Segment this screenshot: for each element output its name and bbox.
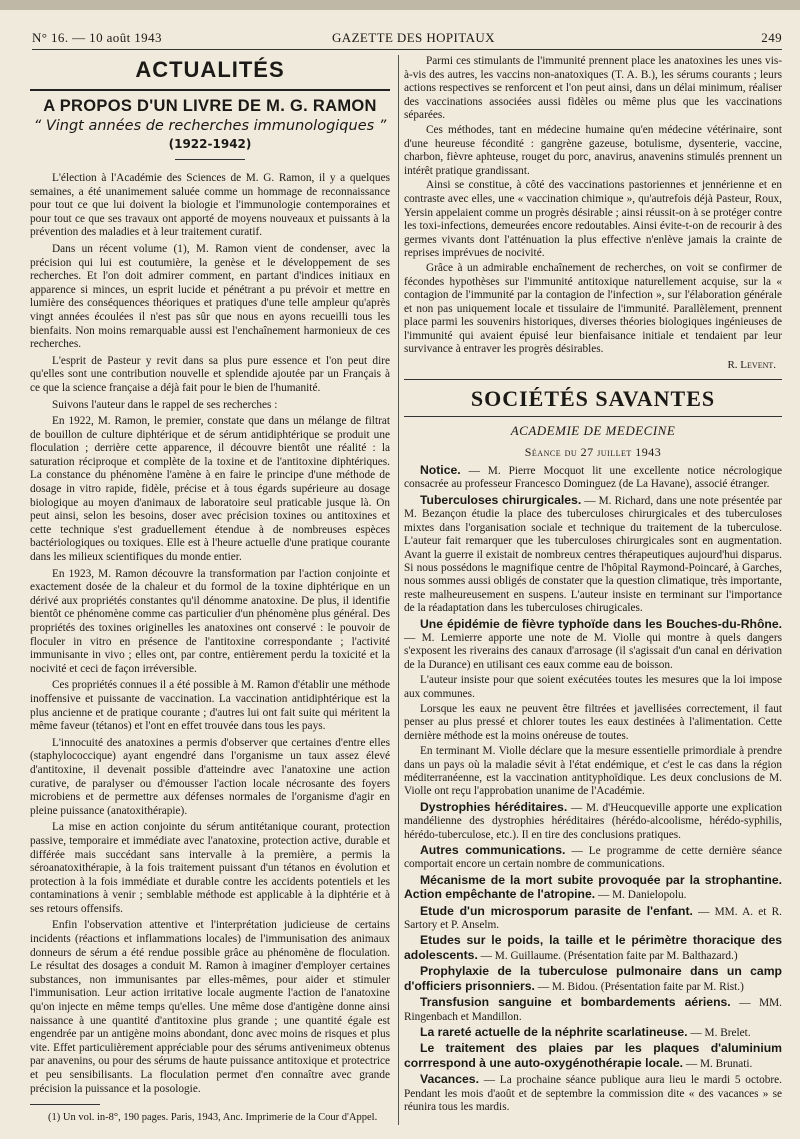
entry-text: — M. Brelet.	[687, 1026, 751, 1039]
communications-list	[404, 464, 782, 1114]
entry-text: — La prochaine séance publique aura lieu le mardi 5 octobre. Pendant les mois d'août et de septembre la commission dite « des vacances » se réunira tous les mardis.	[404, 1074, 782, 1113]
entry-heading: Autres communications.	[420, 843, 566, 858]
entry-heading: Une épidémie de fièvre typhoïde dans les Bouches-du-Rhône.	[420, 616, 782, 631]
paragraph: Ces méthodes, tant en médecine humaine qu'en médecine vétérinaire, sont d'une heureuse fécondité : gangrène gazeuse, botulisme, dysenterie, vaccine, charbon, fièvre aphteuse, rouget du porc, anavirus, anavenins stimulés prennent un intérêt pratique grandissant.	[404, 123, 782, 177]
footnote: (1) Un vol. in-8°, 190 pages. Paris, 1943, Anc. Imprimerie de la Cour d'Appel.	[48, 1112, 378, 1124]
entry-heading: Notice.	[420, 463, 461, 478]
paragraph: Enfin l'observation attentive et l'interprétation judicieuse de certains incidents (réactions et inflammations locales) de l'immunisation des animaux donneurs de sérum a été rendue possible grâce au phénomène de floculation. Le résultat des dosages a conduit M. Ramon à imaginer d'employer certaines substances, non immunisantes par elles-mêmes, pour aider et stimuler l'immunisation. Leur action irritative locale augmente l'action de l'anatoxine qu'on injecte en même temps qu'elles. Une même dose d'antigène donne ainsi naissance à une quantité d'antitoxine plus grande ; une quantité égale est engendrée par un antigène moins abondant, donc avec moins de risques et plus vite. Effet particulièrement appréciable pour des sérums antivenimeux obtenus par anavenins, ou pour des sérums de haute puissance antitoxique et protectrice et peu sensibilisants. La floculation permet d'en connaître avec grande précision la puissance et la posologie.	[30, 919, 390, 1095]
communication-entry	[404, 996, 782, 1024]
communication-entry	[404, 905, 782, 933]
footnote-rule	[30, 1104, 100, 1105]
page-number: 249	[761, 30, 782, 45]
communication-entry	[404, 1073, 782, 1114]
entry-text: — MM. Ringenbach et Mandillon.	[404, 997, 782, 1023]
running-header	[32, 30, 782, 50]
entry-text: En terminant M. Violle déclare que la mesure essentielle primordiale à prendre dans un pays où la maladie sévit à l'état endémique, et c'est le cas dans la région méditerranéenne, est la vaccination antityphoïdique. Les deux conclusions de M. Violle ont reçu l'approbation unanime de l'Académie.	[404, 745, 782, 798]
entry-text: — M. Brunati.	[683, 1057, 753, 1070]
communication-entry	[404, 934, 782, 963]
paragraph: Parmi ces stimulants de l'immunité prennent place les anatoxines les unes vis-à-vis des autres, les vaccins non-anatoxiques (T. A. B.), les sérums courants ; leurs actions respectives se renforcent et l'on peut ainsi, dans un délai minimum, réaliser des vaccinations associées aussi fidèles ou même plus que les vaccinations séparées.	[404, 55, 782, 122]
book-title: “ Vingt années de recherches immunologiques ”	[33, 118, 387, 134]
communication-entry	[404, 1042, 782, 1071]
entry-heading: Dystrophies héréditaires.	[420, 799, 568, 814]
author-signature: R. Levent.	[727, 359, 776, 372]
journal-title: GAZETTE DES HOPITAUX	[332, 30, 495, 45]
section-title-actualites: ACTUALITÉS	[135, 57, 285, 82]
communication-entry	[404, 494, 782, 616]
communication-entry	[404, 703, 782, 743]
paragraph: Grâce à un admirable enchaînement de recherches, on voit se confirmer de fécondes hypothèses sur l'immunité antitoxique naturellement acquise, sur la « contagion de l'immunité par la contagion de l'infection », sur l'élaboration générale et non pas uniquement locale et tissulaire de l'immunité. Parallèlement, prennent place parmi les souvenirs historiques, diverses théories biologiques ingénieuses de l'immunité qui avaient épuisé leur bienfaisance initiale et tendaient par leur survivance à entraver les progrès désirables.	[404, 261, 782, 356]
entry-heading: Prophylaxie de la tuberculose pulmonaire dans un camp d'officiers prisonniers.	[404, 964, 782, 993]
communication-entry	[404, 965, 782, 994]
header-rule	[32, 49, 782, 50]
entry-text: — M. Richard, dans une note présentée par M. Bezançon étudie la place des tuberculoses chirurgicales et des tuberculoses mixtes dans l'organisation sociale et technique du traitement de la tuberculose. L'auteur fait remarquer que les tuberculoses chirurgicales sont en augmentation. Avant la guerre il existait de nombreux centres thérapeutiques aujourd'hui disparus. Si nous possédons le magnifique centre de l'hôpital Raymond-Poincaré, à Garches, nous sommes aussi obligés de constater que la question climatique, très importante, reste malheureusement en suspens. L'auteur insiste en terminant sur l'importance de la réadaptation dans les tuberculoses chirugicales.	[404, 494, 782, 615]
left-column	[30, 55, 390, 1124]
paragraph: Dans un récent volume (1), M. Ramon vient de condenser, avec la précision qui lui est coutumière, la genèse et le développement de ses recherches. Et l'on doit admirer comment, en partant d'indices initiaux en apparence si minces, un esprit lucide et pénétrant a pu prévoir et mettre en lumière des conséquences théoriques et pratiques d'une telle ampleur qu'après vingt années écoulées il n'est pas sûr que nous en ayons recueilli tous les bienfaits. Non moins remarquable aussi est l'enchaînement harmonieux de ces recherches.	[30, 242, 390, 351]
column-divider	[398, 55, 399, 1125]
entry-text: — M. d'Heucqueville apporte une explication mandélienne des dystrophies héréditaires (hérédo-alcoolisme, hérédo-syphilis, hérédo-tuberculose, etc.). Il en tire des conclusions pratiques.	[404, 801, 782, 841]
paragraph: En 1923, M. Ramon découvre la transformation par l'action conjointe et exactement dosée de la chaleur et du formol de la toxine diphtérique en un dérivé aux propriétés constantes qu'il dénomme anatoxine. De plus, il identifie bientôt ce phénomène comme cas particulier d'un phénomène plus général. Des propriétés des toxines originelles les anatoxines ont conservé : le pouvoir de floculer in vitro en présence de l'antitoxine correspondante ; l'activité immunisante in vivo ; elles ont, par contre, entièrement perdu la toxicité et la nocivité et ceci de façon irréversible.	[30, 567, 390, 675]
paragraph: Ainsi se constitue, à côté des vaccinations pastoriennes et jennérienne et en contraste avec elles, une « vaccination chimique », qu'autrefois déjà Pasteur, Roux, Yersin appelaient comme un progrès désirable ; ainsi réussit-on à se protéger contre les toxi-infections, demeurées encore redoutables. Ainsi évite-t-on de recourir à des germes vivants dont l'atténuation la plus effective n'enlève jamais la crainte de reprises imprévues de nocivité.	[404, 179, 782, 260]
issue-number: N° 16. — 10 août 1943	[32, 30, 162, 45]
section-rule	[404, 416, 782, 417]
paragraph: L'innocuité des anatoxines a permis d'observer que certaines d'entre elles (staphylococcique) ayant engendré dans l'organisme un taux assez élevé d'antitoxine, il devenait possible d'atteindre avec l'anatoxine une action curative, de paralyser ou d'émousser l'action locale nécrosante des foyers microbiens et de permettre aux défenses normales de l'organisme d'agir en pleine puissance (anatoxithérapie).	[30, 736, 390, 817]
book-years: (1922-1942)	[168, 137, 252, 151]
communication-entry	[404, 464, 782, 492]
paragraph: La mise en action conjointe du sérum antitétanique courant, protection passive, temporaire et immédiate avec l'anatoxine, protection active, durable et différée mais succédant sans intervalle à la première, a permis la séroanatoxithérapie, à la fois traitement puissant d'un tétanos en évolution et protection à la fois immédiate et durable contre les accidents potentiels et les contaminations à venir ; semblable méthode est applicable à la diphtérie et à ses retours offensifs.	[30, 821, 390, 915]
communication-entry	[404, 874, 782, 903]
entry-text: — Le programme de cette dernière séance comportait encore un certain nombre de communications.	[404, 845, 782, 871]
paragraph: L'esprit de Pasteur y revit dans sa plus pure essence et l'on peut dire qu'elles sont une contribution nouvelle et splendide ajoutée par un Français à ce que la science française a déjà fait pour le bien de l'humanité.	[30, 354, 390, 394]
entry-heading: Le traitement des plaies par les plaques d'aluminium corrrespond à une auto-oxygénothérapie locale.	[404, 1041, 782, 1070]
paragraph: L'élection à l'Académie des Sciences de M. G. Ramon, il y a quelques semaines, a été unanimement saluée comme un hommage de reconnaissance pour tout ce que lui doivent la biologie et l'immunologie contemporaines et pour tout ce que ses travaux ont apporté de moyens nouveaux et puissants à la prévention des maladies et à leur traitement curatif.	[30, 172, 390, 239]
communication-entry	[404, 745, 782, 799]
short-rule	[175, 159, 245, 160]
entry-heading: Etudes sur le poids, la taille et le périmètre thoracique des adolescents.	[404, 933, 782, 962]
entry-text: — M. Danielopolu.	[595, 889, 687, 902]
article-title: A PROPOS D'UN LIVRE DE M. G. RAMON	[43, 97, 377, 115]
paragraph: En 1922, M. Ramon, le premier, constate que dans un mélange de filtrat de bouillon de culture diphtérique et de sérum antidiphtérique se produit une floculation ; derrière cette apparence, il découvre bientôt une réalité : la saturation réciproque et complète de la toxine et de l'antitoxine diphtériques. La constance du phénomène l'amène à en faire le principe d'une méthode de dosage in vitro rapide, fidèle, précise et à tous égards supérieure au dosage biologique au moyen d'animaux de laboratoire seul praticable jusque là. On peut ainsi, selon les besoins, doser avec précision toxines ou antitoxines et cette technique s'est graduellement étendue à de nombreuses espèces bactériologiques ou toxiques. Elle est à l'heure actuelle d'une pratique courante dans les milieux scientifiques du monde entier.	[30, 415, 390, 564]
entry-heading: La rareté actuelle de la néphrite scarlatineuse.	[420, 1024, 688, 1039]
section-rule	[404, 379, 782, 380]
paragraph: Suivons l'auteur dans le rappel de ses recherches :	[52, 398, 278, 411]
communication-entry	[404, 1026, 782, 1040]
entry-text: — M. Lemierre apporte une note de M. Violle qui montre à quels dangers s'exposent les riverains des canaux d'arrosage (il s'agissait d'un canal en dérivation de la Durance) en utilisant ces eaux comme eau de boisson.	[404, 631, 782, 671]
communication-entry	[404, 618, 782, 673]
communication-entry	[404, 844, 782, 872]
entry-text: — M. Guillaume. (Présentation faite par M. Balthazard.)	[477, 949, 738, 962]
entry-heading: Mécanisme de la mort subite provoquée par la strophantine. Action empêchante de l'atropine.	[404, 872, 782, 902]
entry-text: — M. Pierre Mocquot lit une excellente notice nécrologique consacrée au professeur Francesco Dominguez (de La Havane), associé étranger.	[404, 465, 782, 491]
paragraph: Ces propriétés connues il a été possible à M. Ramon d'établir une méthode inoffensive et puissante de vaccination. La vaccination antidiphtérique est la plus ancienne et de pratique courante ; d'autres lui ont fait suite qui méritent la même faveur (tétanos) et l'ont en effet trouvée dans tous les pays.	[30, 679, 390, 733]
entry-text: — M. Bidou. (Présentation faite par M. Rist.)	[534, 980, 744, 993]
page-top-band	[0, 0, 800, 10]
right-column	[404, 55, 782, 1116]
communication-entry	[404, 801, 782, 842]
entry-heading: Etude d'un microsporum parasite de l'enfant.	[420, 903, 693, 918]
section-title-societes: SOCIÉTÉS SAVANTES	[470, 386, 716, 412]
entry-text: L'auteur insiste pour que soient exécutées toutes les mesures que la loi impose aux communes.	[404, 674, 782, 700]
entry-heading: Transfusion sanguine et bombardements aériens.	[420, 995, 731, 1010]
communication-entry	[404, 674, 782, 701]
entry-text: Lorsque les eaux ne peuvent être filtrées et javellisées correctement, il faut penser au plus pressé et chlorer toutes les eaux destinées à l'alimentation. Cette dernière méthode est la moins onéreuse de toutes.	[404, 702, 782, 742]
seance-date: Séance du 27 juillet 1943	[524, 445, 662, 460]
entry-heading: Vacances.	[420, 1072, 479, 1087]
entry-text: — MM. A. et R. Sartory et P. Anselm.	[404, 905, 782, 932]
title-rule	[30, 89, 390, 91]
entry-heading: Tuberculoses chirurgicales.	[420, 492, 582, 507]
academy-heading: ACADEMIE DE MEDECINE	[510, 423, 676, 439]
